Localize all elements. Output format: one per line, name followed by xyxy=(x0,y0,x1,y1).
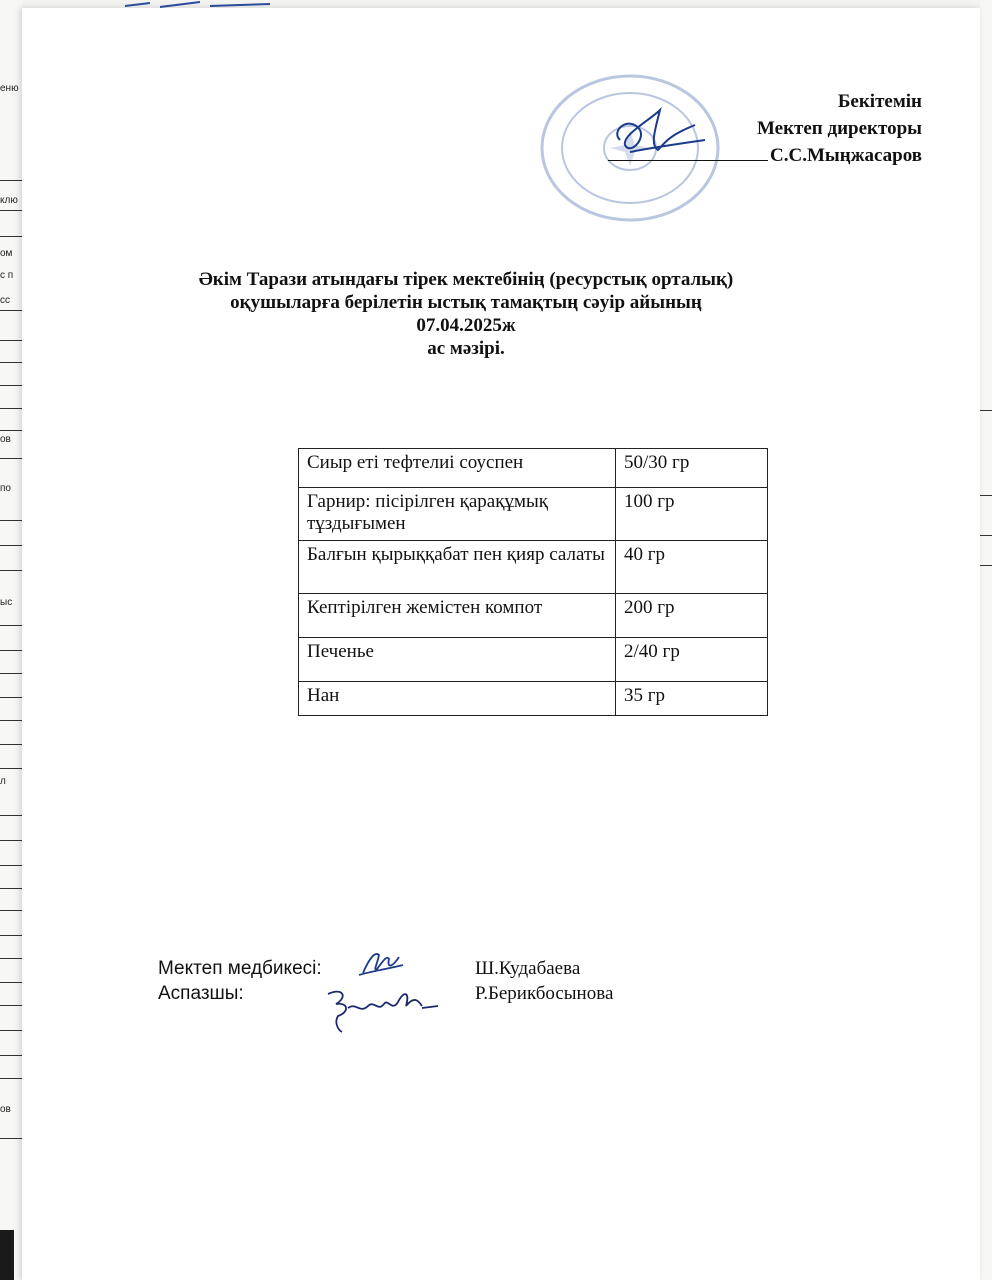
staff-name: Р.Берикбосынова xyxy=(475,983,614,1004)
dish-cell: Печенье xyxy=(299,638,616,682)
dish-cell: Нан xyxy=(299,682,616,716)
director-name: С.С.Мыңжасаров xyxy=(770,145,922,166)
role-label: Аспазшы: xyxy=(158,983,244,1004)
adjacent-page-edge-left: еню клю ом с п сс ов по ыс л ов xyxy=(0,0,22,1280)
menu-table xyxy=(298,448,768,716)
table-row xyxy=(299,638,768,682)
staff-block xyxy=(158,956,658,1006)
document-title xyxy=(0,268,992,360)
table-row xyxy=(299,541,768,594)
portion-cell: 40 гр xyxy=(616,541,768,594)
staff-row-cook xyxy=(158,981,658,1006)
dish-cell: Гарнир: пісірілген қарақұмық тұздығымен xyxy=(299,488,616,541)
portion-cell: 200 гр xyxy=(616,594,768,638)
portion-cell: 35 гр xyxy=(616,682,768,716)
signature-line xyxy=(608,142,768,161)
table-row xyxy=(299,488,768,541)
portion-cell: 100 гр xyxy=(616,488,768,541)
approval-heading: Бекітемін xyxy=(837,91,922,112)
approval-position: Мектеп директоры xyxy=(756,118,922,139)
title-line-4: ас мәзірі. xyxy=(427,338,505,359)
dish-cell: Сиыр еті тефтелиі соуспен xyxy=(299,449,616,488)
portion-cell: 50/30 гр xyxy=(616,449,768,488)
table-row xyxy=(299,594,768,638)
adjacent-page-edge-right xyxy=(980,0,992,1280)
portion-cell: 2/40 гр xyxy=(616,638,768,682)
staff-name: Ш.Кудабаева xyxy=(475,958,581,979)
title-date: 07.04.2025ж xyxy=(416,315,516,336)
title-line-1: Әкім Тарази атындағы тірек мектебінің (ресурстық орталық) xyxy=(198,269,734,290)
title-line-2: оқушыларға берілетін ыстық тамақтың сәуір айының xyxy=(230,292,702,313)
dish-cell: Балғын қырыққабат пен қияр салаты xyxy=(299,541,616,594)
table-row xyxy=(299,682,768,716)
staff-row-nurse xyxy=(158,956,658,981)
approval-block xyxy=(608,88,922,169)
role-label: Мектеп медбикесі: xyxy=(158,958,322,979)
dish-cell: Кептірілген жемістен компот xyxy=(299,594,616,638)
table-row xyxy=(299,449,768,488)
